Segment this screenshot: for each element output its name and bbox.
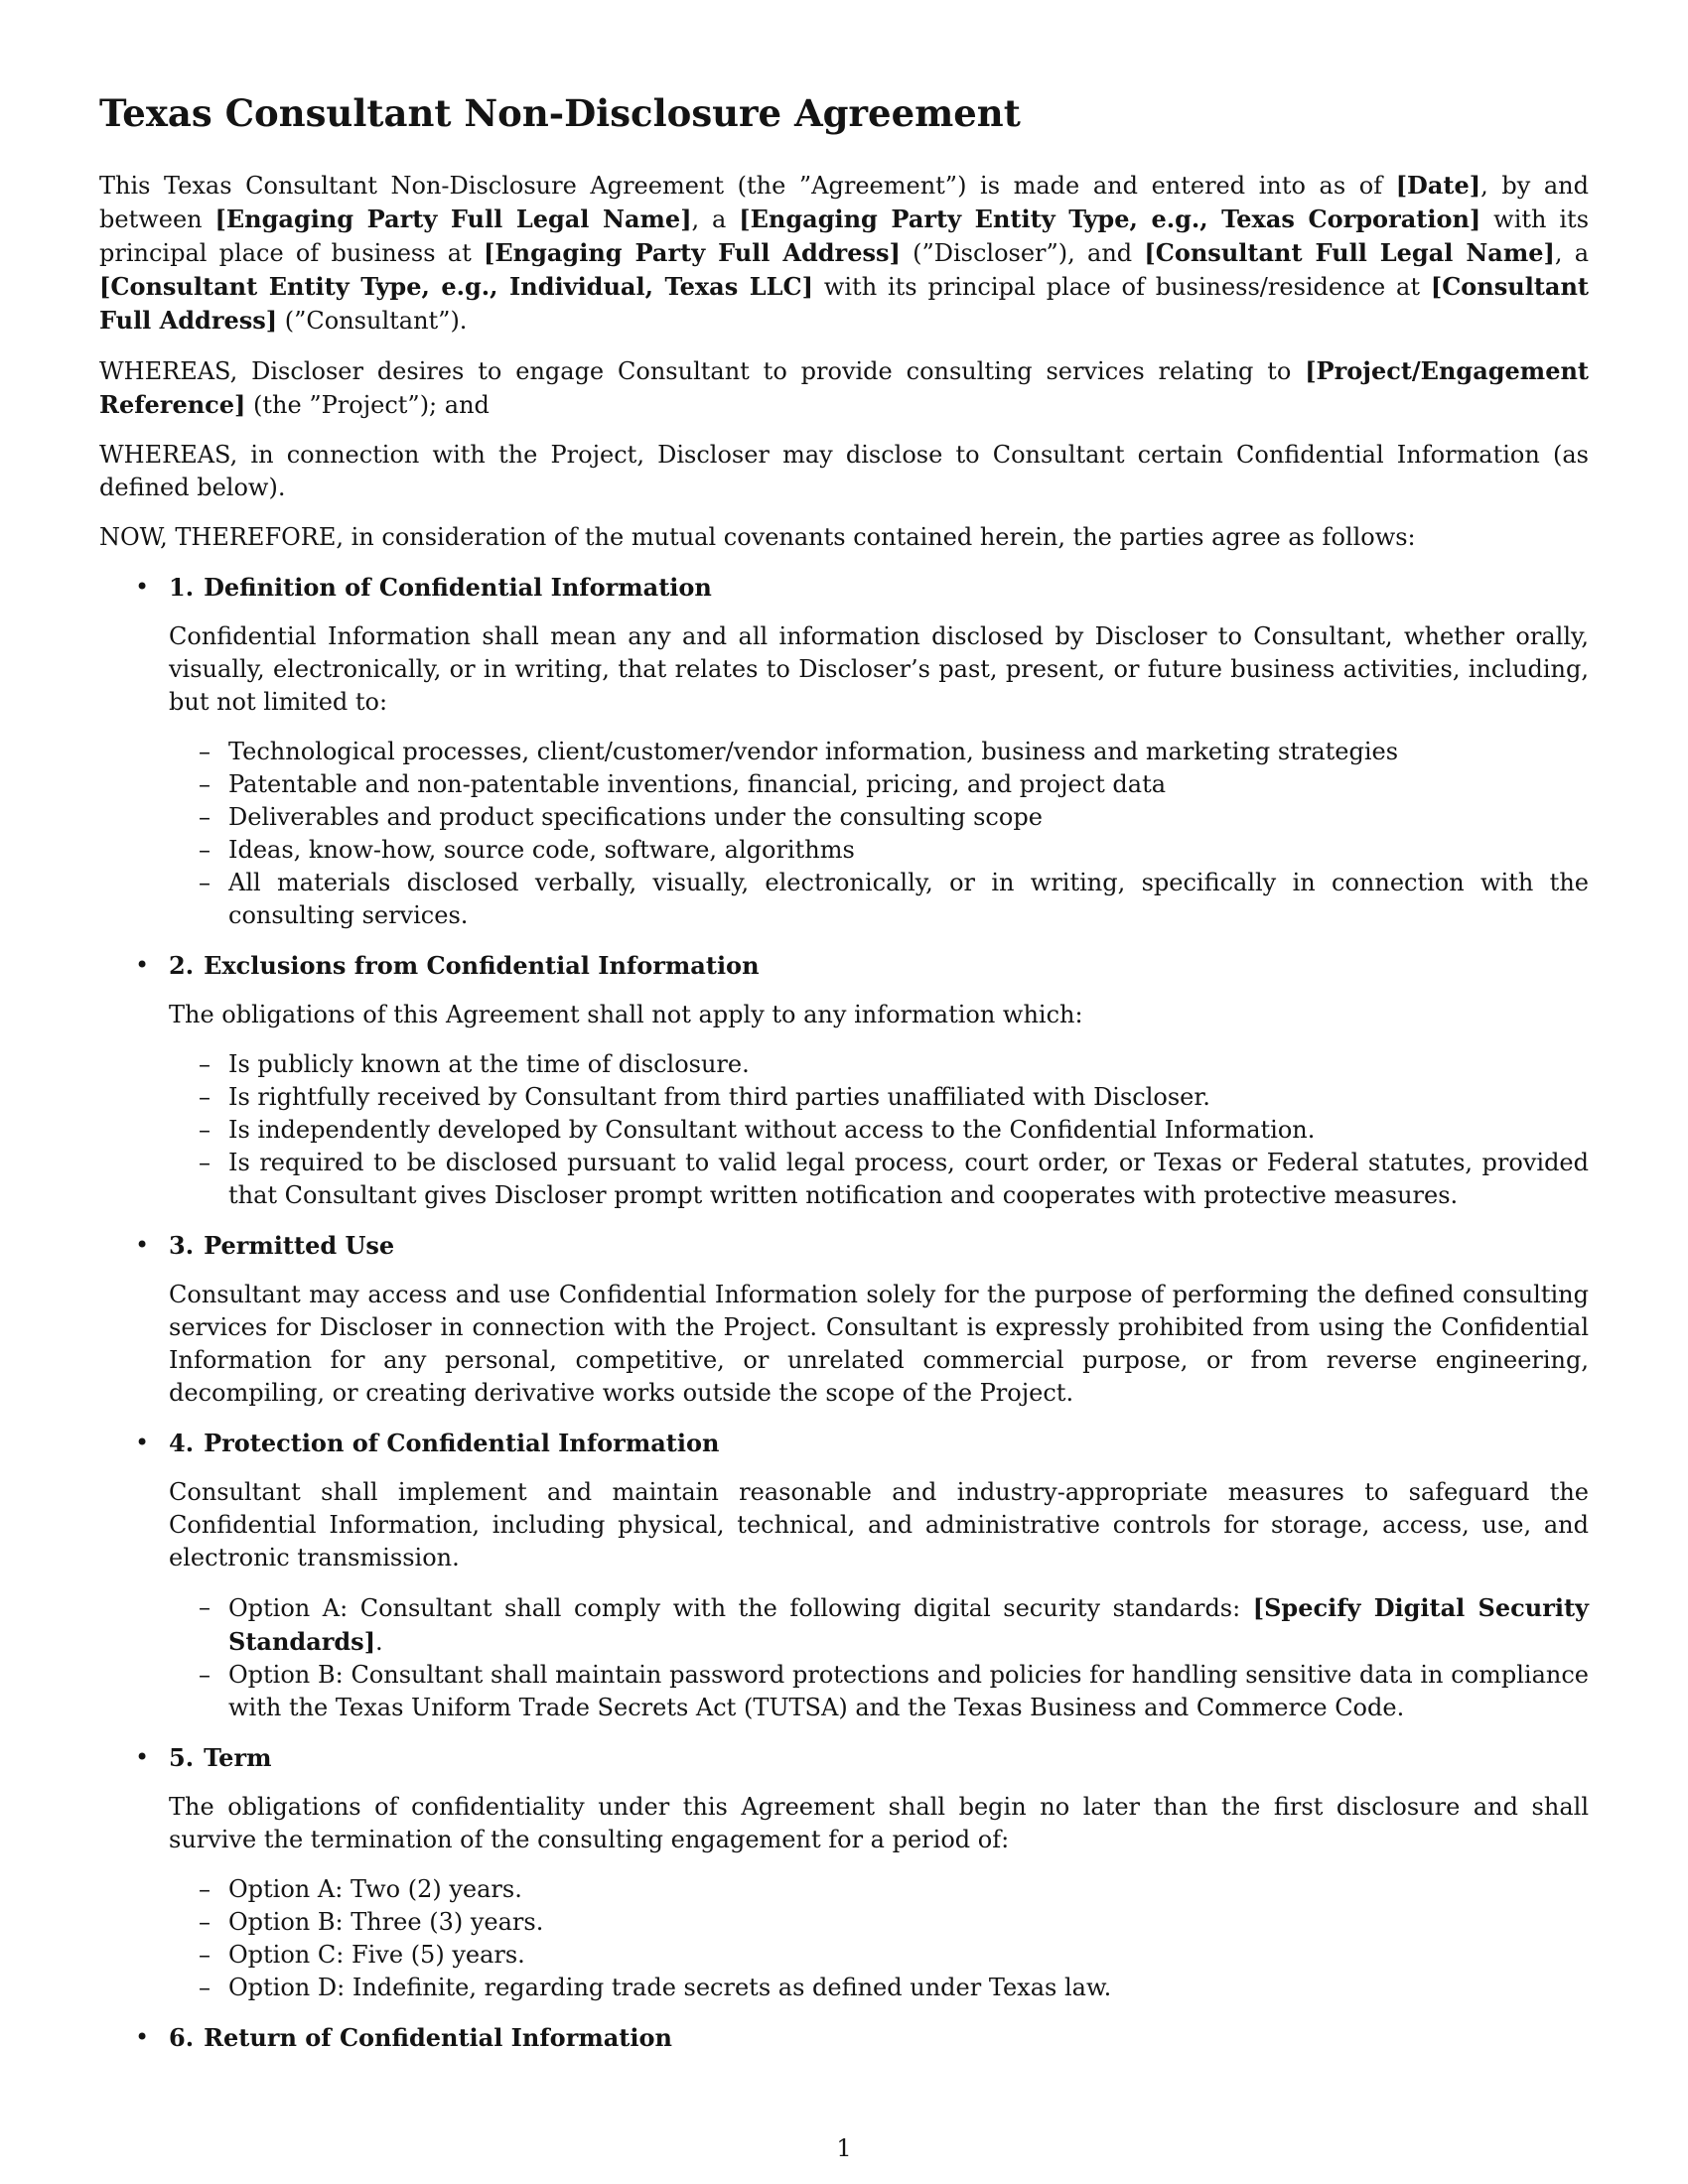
dash: –: [199, 1149, 211, 1176]
bullet: •: [135, 951, 150, 979]
intro-text: (”Consultant”).: [277, 307, 468, 335]
section-4: [99, 1427, 1589, 1724]
list-item: [169, 768, 1589, 801]
whereas-paragraph-2: WHEREAS, in connection with the Project, Discloser may disclose to Consultant certain Confidential Information (as defined below).: [99, 441, 1589, 501]
list-item: [169, 1081, 1589, 1114]
item-list: [169, 1591, 1589, 1724]
dash: –: [199, 869, 211, 896]
section-2: [99, 949, 1589, 1212]
document-title: Texas Consultant Non-Disclosure Agreement: [99, 91, 1021, 135]
list-item: [169, 1939, 1589, 1972]
now-therefore-paragraph: NOW, THEREFORE, in consideration of the mutual covenants contained herein, the parties agree as follows:: [99, 523, 1416, 551]
list-item-text: Option B: Three (3) years.: [228, 1908, 544, 1936]
section-heading: Definition of Confidential Information: [204, 573, 712, 602]
list-item: [169, 867, 1589, 932]
bullet: •: [135, 1429, 150, 1456]
dash: –: [199, 1116, 211, 1144]
consultant-name-placeholder: [Consultant Full Legal Name]: [1144, 238, 1555, 267]
intro-text: This Texas Consultant Non-Disclosure Agreement (the ”Agreement”) is made and entered into as of: [99, 172, 1396, 200]
whereas-text: WHEREAS, Discloser desires to engage Consultant to provide consulting services relating to: [99, 357, 1306, 385]
bullet: •: [135, 573, 150, 601]
list-item-text: Deliverables and product specifications under the consulting scope: [228, 803, 1043, 831]
list-item: [169, 1972, 1589, 2004]
section-title: [169, 1229, 1589, 1262]
list-item: [169, 801, 1589, 834]
dash: –: [199, 1974, 211, 2001]
section-body: The obligations of confidentiality under this Agreement shall begin no later than the first disclosure and shall survive the termination of the consulting engagement for a period of:: [169, 1793, 1589, 1853]
list-item-text: Option A: Consultant shall comply with the following digital security standards:: [228, 1594, 1253, 1622]
intro-text: with its principal place of business at: [99, 205, 1590, 267]
section-number: 2.: [169, 951, 195, 980]
dash: –: [199, 1875, 211, 1903]
document-page: [99, 91, 1589, 2071]
intro-text: , a: [691, 205, 740, 233]
dash: –: [199, 836, 211, 864]
section-heading: Term: [204, 1743, 272, 1772]
list-item-text: Technological processes, client/customer/vendor information, business and marketing strategies: [228, 738, 1399, 765]
section-number: 1.: [169, 573, 195, 602]
section-heading: Return of Confidential Information: [204, 2023, 672, 2052]
section-heading: Permitted Use: [204, 1231, 395, 1260]
section-body: Confidential Information shall mean any and all information disclosed by Discloser to Consultant, whether orally, visually, electronically, or in writing, that relates to Discloser’s past, present, or future business activities, including, but not limited to:: [169, 622, 1589, 716]
section-number: 4.: [169, 1429, 195, 1457]
section-heading: Exclusions from Confidential Information: [204, 951, 760, 980]
list-item-text: Option D: Indefinite, regarding trade secrets as defined under Texas law.: [228, 1974, 1112, 2001]
section-list: [99, 571, 1589, 2054]
dash: –: [199, 1908, 211, 1936]
date-placeholder: [Date]: [1395, 171, 1481, 200]
section-title: [169, 2021, 1589, 2054]
section-title: [169, 571, 1589, 604]
dash: –: [199, 803, 211, 831]
list-item-text: Is publicly known at the time of disclosure.: [228, 1050, 750, 1078]
whereas-text: (the ”Project”); and: [245, 391, 490, 419]
intro-text: with its principal place of business/residence at: [813, 273, 1431, 301]
list-item: [169, 1873, 1589, 1906]
list-item: [169, 1591, 1589, 1659]
consultant-type-placeholder: [Consultant Entity Type, e.g., Individual, Texas LLC]: [99, 272, 814, 301]
engaging-name-placeholder: [Engaging Party Full Legal Name]: [214, 205, 692, 233]
list-item: [169, 1048, 1589, 1081]
list-item-text: Is rightfully received by Consultant from third parties unaffiliated with Discloser.: [228, 1083, 1210, 1111]
list-item-text: Option C: Five (5) years.: [228, 1941, 525, 1969]
list-item: [169, 1659, 1589, 1724]
project-reference-placeholder: [Project/Engagement Reference]: [99, 356, 1589, 419]
list-item-text: .: [375, 1628, 383, 1656]
list-item-text: Option B: Consultant shall maintain password protections and policies for handling sensitive data in compliance with the Texas Uniform Trade Secrets Act (TUTSA) and the Texas Business and Commerce Code.: [228, 1661, 1589, 1721]
list-item: [169, 1114, 1589, 1147]
dash: –: [199, 1083, 211, 1111]
intro-paragraph: [99, 169, 1589, 338]
list-item-text: Is required to be disclosed pursuant to valid legal process, court order, or Texas or Federal statutes, provided that Consultant gives Discloser prompt written notification and cooperates with protective measures.: [228, 1149, 1589, 1209]
consultant-address-placeholder: [Consultant Full Address]: [99, 272, 1590, 335]
section-body: Consultant shall implement and maintain reasonable and industry-appropriate measures to safeguard the Confidential Information, including physical, technical, and administrative controls for storage, access, use, and electronic transmission.: [169, 1478, 1589, 1571]
security-standards-placeholder: [Specify Digital Security Standards]: [228, 1593, 1589, 1656]
list-item-text: Option A: Two (2) years.: [228, 1875, 522, 1903]
bullet: •: [135, 2023, 150, 2051]
list-item-text: Patentable and non-patentable inventions, financial, pricing, and project data: [228, 770, 1167, 798]
list-item-text: All materials disclosed verbally, visually, electronically, or in writing, specifically in connection with the consulting services.: [228, 869, 1589, 929]
item-list: [169, 1873, 1589, 2004]
intro-text: (”Discloser”), and: [900, 239, 1145, 267]
section-number: 3.: [169, 1231, 195, 1260]
whereas-paragraph-1: [99, 354, 1589, 422]
dash: –: [199, 1050, 211, 1078]
section-3: [99, 1229, 1589, 1410]
list-item-text: Is independently developed by Consultant without access to the Confidential Information.: [228, 1116, 1316, 1144]
list-item: [169, 1906, 1589, 1939]
section-heading: Protection of Confidential Information: [204, 1429, 720, 1457]
item-list: [169, 736, 1589, 932]
dash: –: [199, 1661, 211, 1689]
intro-text: , by and between: [99, 172, 1589, 233]
dash: –: [199, 738, 211, 765]
dash: –: [199, 770, 211, 798]
bullet: •: [135, 1743, 150, 1771]
intro-text: , a: [1554, 239, 1590, 267]
list-item: [169, 736, 1589, 768]
list-item: [169, 1147, 1589, 1212]
item-list: [169, 1048, 1589, 1212]
page-number: 1: [836, 2134, 852, 2162]
section-body: Consultant may access and use Confidential Information solely for the purpose of performing the defined consulting services for Discloser in connection with the Project. Consultant is expressly prohibited from using the Confidential Information for any personal, competitive, or unrelated commercial purpose, or from reverse engineering, decompiling, or creating derivative works outside the scope of the Project.: [169, 1281, 1589, 1407]
list-item-text: Ideas, know-how, source code, software, algorithms: [228, 836, 855, 864]
section-title: [169, 1427, 1589, 1459]
section-title: [169, 949, 1589, 982]
section-title: [169, 1741, 1589, 1774]
section-number: 5.: [169, 1743, 195, 1772]
engaging-type-placeholder: [Engaging Party Entity Type, e.g., Texas Corporation]: [739, 205, 1481, 233]
section-1: [99, 571, 1589, 932]
dash: –: [199, 1941, 211, 1969]
section-6: [99, 2021, 1589, 2054]
bullet: •: [135, 1231, 150, 1259]
list-item: [169, 834, 1589, 867]
section-body: The obligations of this Agreement shall not apply to any information which:: [169, 1001, 1083, 1028]
engaging-address-placeholder: [Engaging Party Full Address]: [484, 238, 901, 267]
dash: –: [199, 1593, 211, 1621]
section-5: [99, 1741, 1589, 2004]
section-number: 6.: [169, 2023, 195, 2052]
